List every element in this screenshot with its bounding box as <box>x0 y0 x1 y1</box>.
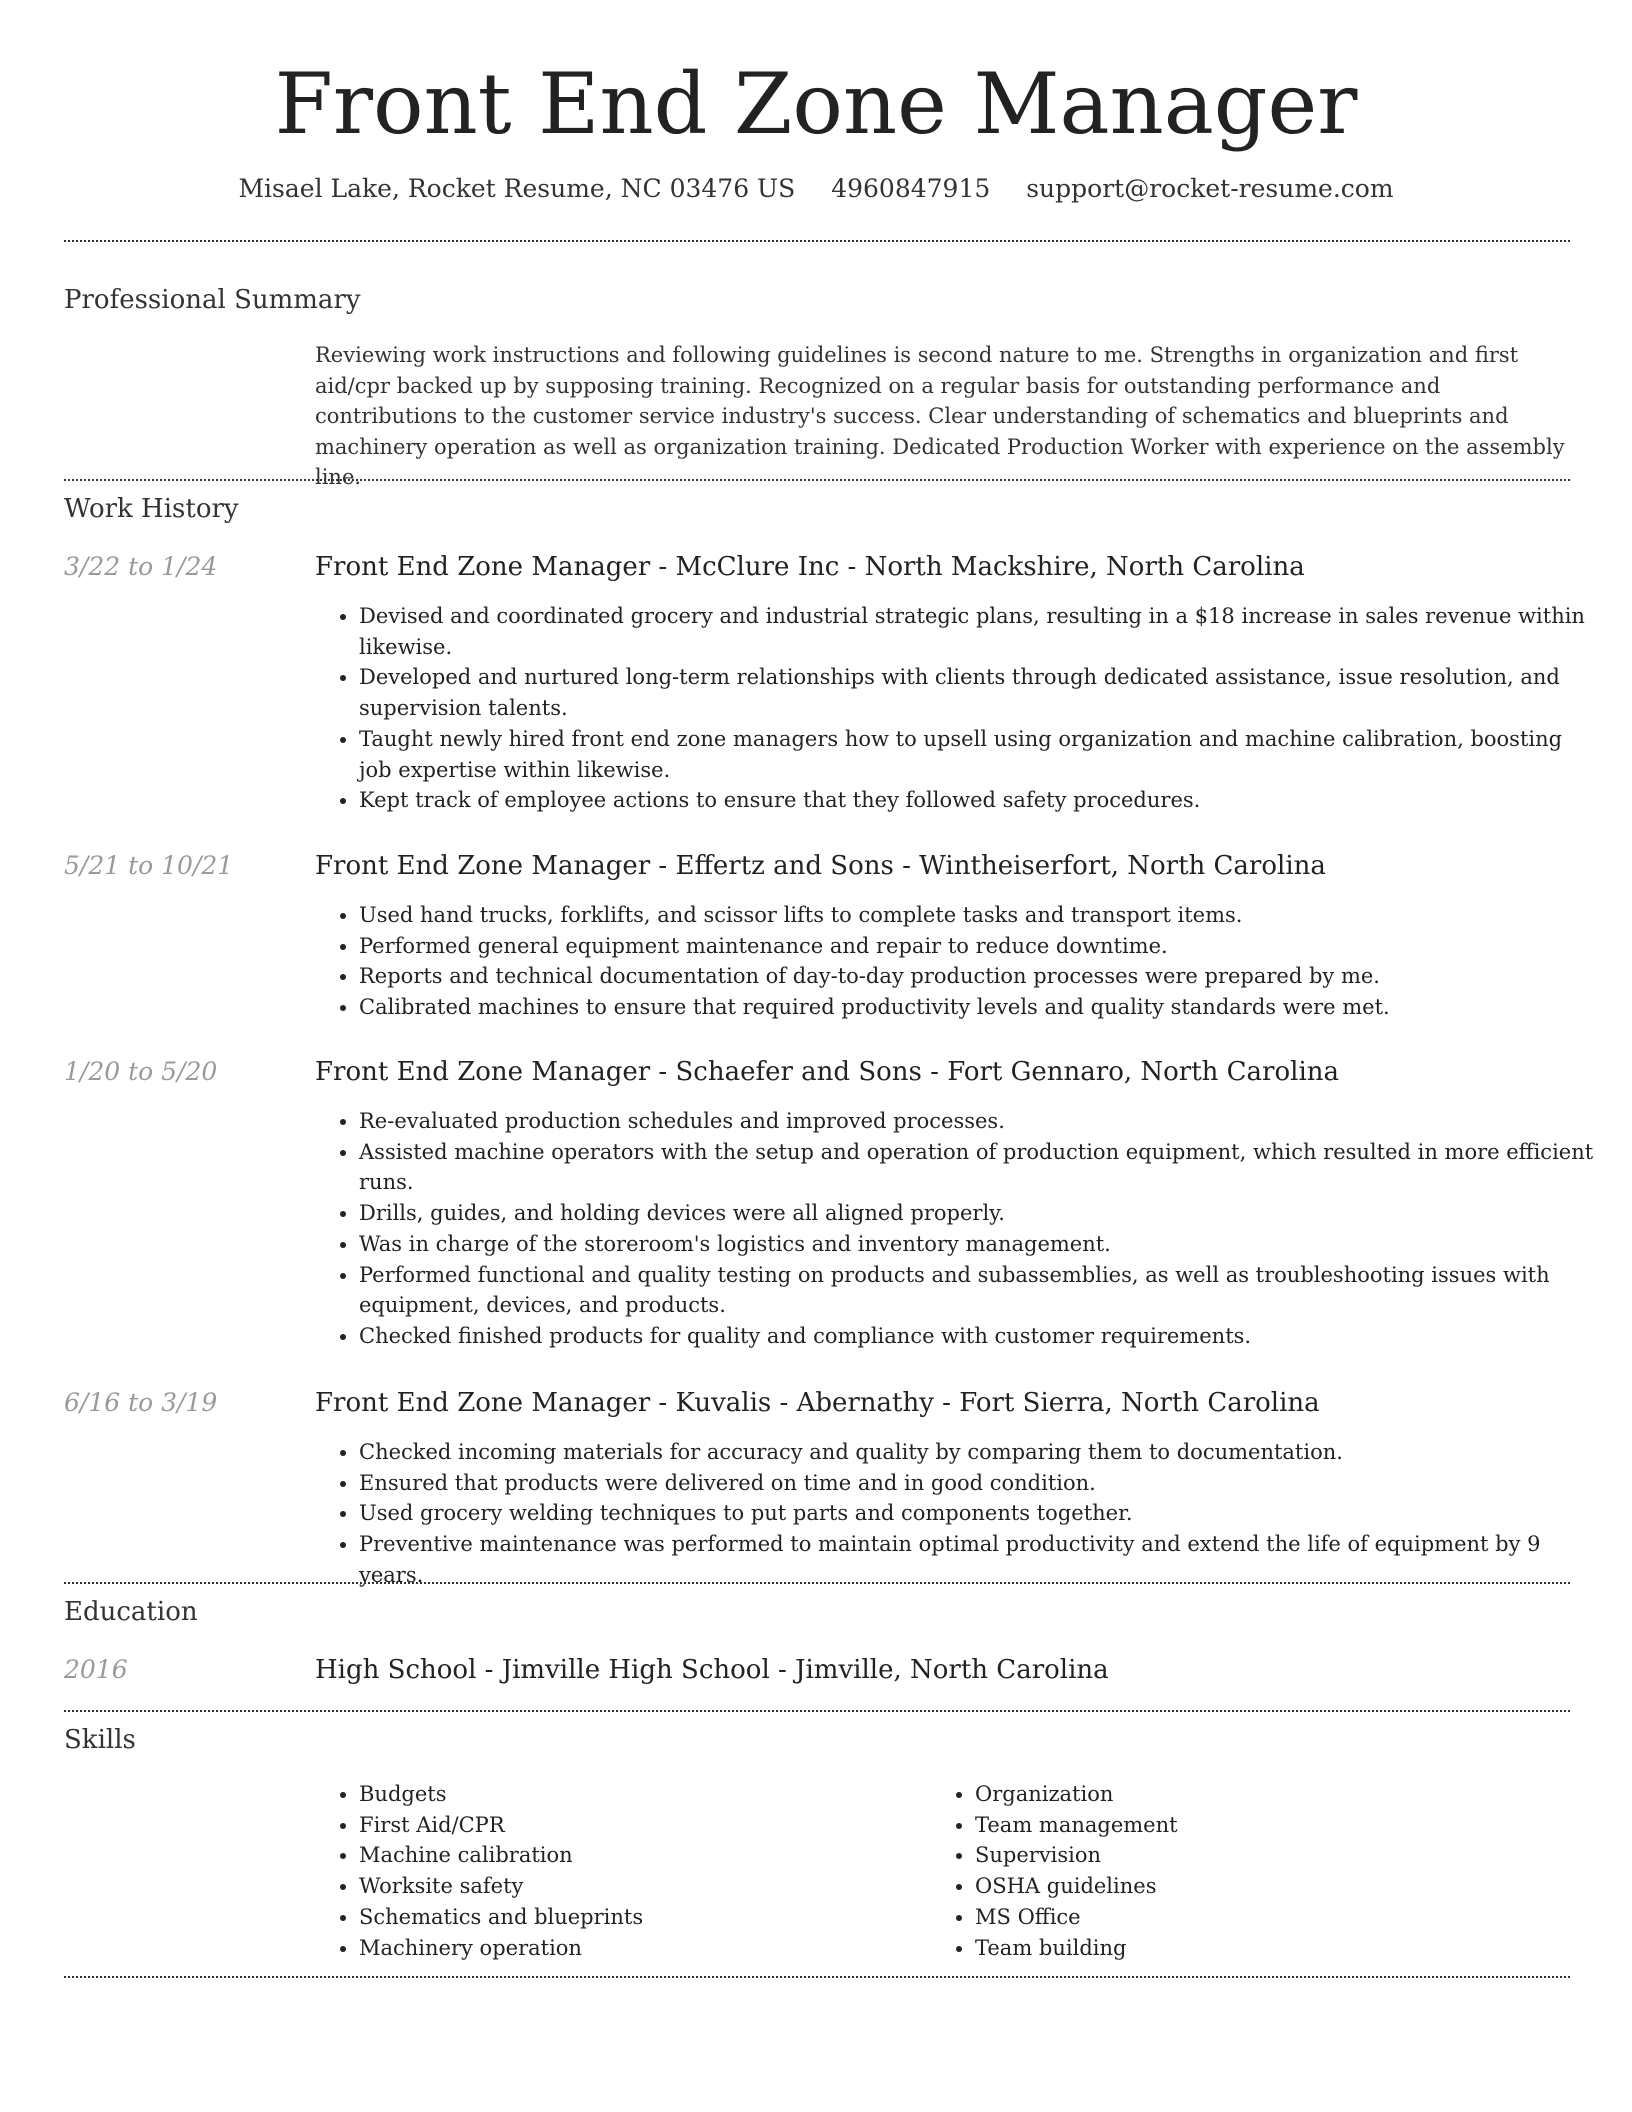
job-bullet: • Performed general equipment maintenance and repair to reduce downtime. <box>359 931 1599 962</box>
job-bullet: • Used hand trucks, forklifts, and scissor lifts to complete tasks and transport items. <box>359 900 1599 931</box>
job-bullet: • Devised and coordinated grocery and industrial strategic plans, resulting in a $18 increase in sales revenue within likewise. <box>359 601 1599 662</box>
section-title-work: Work History <box>64 494 239 524</box>
skill-item: • Team management <box>975 1810 1535 1841</box>
divider <box>64 1710 1570 1712</box>
skills-list-left <box>315 1779 919 1963</box>
contact-line <box>0 172 1632 206</box>
skill-item: • MS Office <box>975 1902 1535 1933</box>
skill-item: • Worksite safety <box>359 1871 919 1902</box>
divider <box>64 1582 1570 1584</box>
skill-item: • OSHA guidelines <box>975 1871 1535 1902</box>
skill-item: • Team building <box>975 1933 1535 1964</box>
section-title-summary: Professional Summary <box>64 285 361 315</box>
job-bullet: • Assisted machine operators with the setup and operation of production equipment, which resulted in more efficient runs. <box>359 1137 1599 1198</box>
resume-name: Front End Zone Manager <box>274 55 1358 153</box>
education-degree: High School - Jimville High School - Jimville, North Carolina <box>315 1655 1109 1685</box>
job-bullet: • Reports and technical documentation of day-to-day production processes were prepared by me. <box>359 961 1599 992</box>
summary-text: Reviewing work instructions and following guidelines is second nature to me. Strengths in organization and first aid/cpr backed up by supposing training. Recognized on a regular basis for outstanding performance and contributions to the customer service industry's success. Clear understanding of schematics and blueprints and machinery operation as well as organization training. Dedicated Production Worker with experience on the assembly line. <box>315 343 1565 489</box>
job-title: Front End Zone Manager - Schaefer and Sons - Fort Gennaro, North Carolina <box>315 1057 1340 1087</box>
skill-item: • Schematics and blueprints <box>359 1902 919 1933</box>
job-bullets <box>315 1106 1599 1352</box>
skills-list-right <box>931 1779 1535 1963</box>
job-bullet: • Preventive maintenance was performed to maintain optimal productivity and extend the life of equipment by 9 years. <box>359 1529 1599 1590</box>
contact-phone: 4960847915 <box>831 174 991 203</box>
skill-item: • Supervision <box>975 1840 1535 1871</box>
job-bullet: • Performed functional and quality testing on products and subassemblies, as well as troubleshooting issues with equipment, devices, and products. <box>359 1260 1599 1321</box>
job-bullet: • Ensured that products were delivered on time and in good condition. <box>359 1468 1599 1499</box>
skill-item: • Budgets <box>359 1779 919 1810</box>
job-dates: 1/20 to 5/20 <box>64 1057 218 1086</box>
skill-item: • Organization <box>975 1779 1535 1810</box>
job-dates: 3/22 to 1/24 <box>64 552 218 581</box>
divider <box>64 479 1570 481</box>
job-bullet: • Checked finished products for quality and compliance with customer requirements. <box>359 1321 1599 1352</box>
skill-item: • Machinery operation <box>359 1933 919 1964</box>
job-bullet: • Taught newly hired front end zone managers how to upsell using organization and machine calibration, boosting job expertise within likewise. <box>359 724 1599 785</box>
job-dates: 5/21 to 10/21 <box>64 851 234 880</box>
job-bullets <box>315 900 1599 1023</box>
divider <box>64 1976 1570 1978</box>
section-title-skills: Skills <box>64 1725 136 1755</box>
job-dates: 6/16 to 3/19 <box>64 1388 218 1417</box>
skill-item: • First Aid/CPR <box>359 1810 919 1841</box>
job-bullet: • Calibrated machines to ensure that required productivity levels and quality standards were met. <box>359 992 1599 1023</box>
job-bullet: • Checked incoming materials for accuracy and quality by comparing them to documentation. <box>359 1437 1599 1468</box>
job-title: Front End Zone Manager - McClure Inc - North Mackshire, North Carolina <box>315 552 1305 582</box>
job-bullets <box>315 601 1599 816</box>
job-bullet: • Developed and nurtured long-term relationships with clients through dedicated assistance, issue resolution, and supervision talents. <box>359 662 1599 723</box>
job-bullet: • Re-evaluated production schedules and improved processes. <box>359 1106 1599 1137</box>
divider <box>64 240 1570 242</box>
contact-email: support@rocket-resume.com <box>1026 174 1394 203</box>
job-title: Front End Zone Manager - Kuvalis - Abernathy - Fort Sierra, North Carolina <box>315 1388 1320 1418</box>
job-bullet: • Used grocery welding techniques to put parts and components together. <box>359 1498 1599 1529</box>
contact-address: Misael Lake, Rocket Resume, NC 03476 US <box>238 174 796 203</box>
section-title-education: Education <box>64 1597 198 1627</box>
job-bullets <box>315 1437 1599 1591</box>
job-title: Front End Zone Manager - Effertz and Sons - Wintheiserfort, North Carolina <box>315 851 1326 881</box>
education-year: 2016 <box>64 1655 128 1684</box>
job-bullet: • Kept track of employee actions to ensure that they followed safety procedures. <box>359 785 1599 816</box>
job-bullet: • Was in charge of the storeroom's logistics and inventory management. <box>359 1229 1599 1260</box>
skill-item: • Machine calibration <box>359 1840 919 1871</box>
job-bullet: • Drills, guides, and holding devices were all aligned properly. <box>359 1198 1599 1229</box>
